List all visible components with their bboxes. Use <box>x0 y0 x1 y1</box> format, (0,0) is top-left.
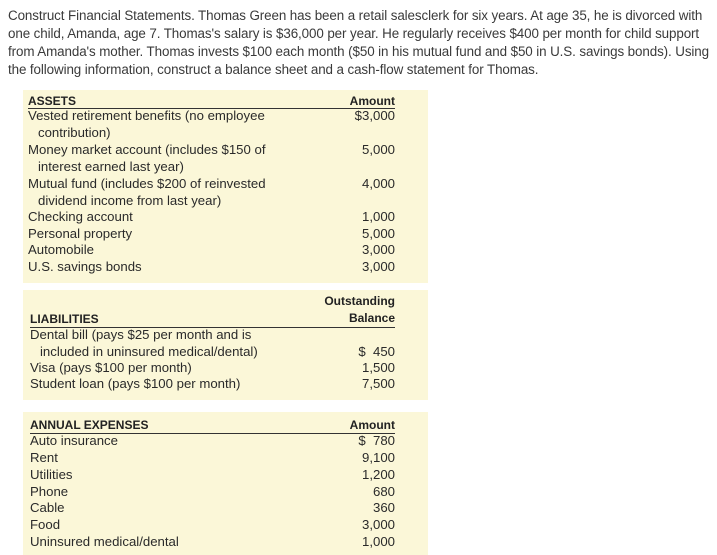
expense-row <box>30 500 395 517</box>
expense-value: 360 <box>372 500 395 515</box>
expense-label: Uninsured medical/dental <box>30 534 179 549</box>
liability-value: 1,500 <box>361 360 395 375</box>
expense-row <box>30 534 395 551</box>
expenses-title: ANNUAL EXPENSES <box>30 418 149 432</box>
expense-value: 1,200 <box>361 467 395 482</box>
asset-label: U.S. savings bonds <box>28 259 142 274</box>
asset-value: 5,000 <box>361 226 395 241</box>
asset-value: 5,000 <box>361 142 395 157</box>
expenses-amount-header: Amount <box>349 418 395 432</box>
expense-label: Rent <box>30 450 58 465</box>
expense-label: Utilities <box>30 467 73 482</box>
asset-label: Mutual fund (includes $200 of reinvested dividend income from last year) <box>28 176 266 208</box>
asset-row <box>28 226 395 243</box>
expense-label: Cable <box>30 500 65 515</box>
expense-label: Food <box>30 517 61 532</box>
asset-row <box>28 242 395 259</box>
asset-label: Money market account (includes $150 of interest earned last year) <box>28 142 266 174</box>
liability-row <box>30 360 395 377</box>
expense-value: 680 <box>372 484 395 499</box>
assets-title: ASSETS <box>28 94 77 108</box>
expense-row <box>30 517 395 534</box>
liability-label: Visa (pays $100 per month) <box>30 360 192 375</box>
expense-row <box>30 450 395 467</box>
liability-row <box>30 327 395 360</box>
asset-value: 3,000 <box>361 259 395 274</box>
asset-value: 4,000 <box>361 176 395 191</box>
liability-row <box>30 376 395 393</box>
liability-label: Student loan (pays $100 per month) <box>30 376 241 391</box>
liabilities-balance-header: Outstanding Balance <box>324 294 395 325</box>
expense-row <box>30 484 395 501</box>
asset-row <box>28 142 395 175</box>
asset-value: 1,000 <box>361 209 395 224</box>
expense-label: Phone <box>30 484 69 499</box>
assets-amount-header: Amount <box>349 94 395 108</box>
asset-label: Vested retirement benefits (no employee contribution) <box>28 108 265 140</box>
asset-label: Automobile <box>28 242 94 257</box>
asset-row <box>28 209 395 226</box>
problem-statement: Construct Financial Statements. Thomas Green has been a retail salesclerk for six years. At age 35, he is divorced with one child, Amanda, age 7. Thomas's salary is $36,000 per year. He regularly receives $400 per month for child support from Amanda's mother. Thomas invests $100 each month ($50 in his mutual fund and $50 in U.S. savings bonds). Using the following information, construct a balance sheet and a cash-flow statement for Thomas. <box>8 8 710 77</box>
expense-row <box>30 467 395 484</box>
asset-value: $3,000 <box>354 108 395 123</box>
expense-label: Auto insurance <box>30 433 118 448</box>
asset-value: 3,000 <box>361 242 395 257</box>
asset-label: Checking account <box>28 209 133 224</box>
asset-label: Personal property <box>28 226 133 241</box>
expense-value: 1,000 <box>361 534 395 549</box>
liability-value: 7,500 <box>361 376 395 391</box>
liability-value: $ 450 <box>358 344 395 359</box>
asset-row <box>28 108 395 141</box>
liabilities-title: LIABILITIES <box>30 312 99 326</box>
asset-row <box>28 176 395 209</box>
expense-row <box>30 433 395 450</box>
expense-value: $ 780 <box>358 433 395 448</box>
liability-label: Dental bill (pays $25 per month and is included in uninsured medical/dental) <box>30 327 258 359</box>
asset-row <box>28 259 395 276</box>
expense-value: 3,000 <box>361 517 395 532</box>
expense-value: 9,100 <box>361 450 395 465</box>
